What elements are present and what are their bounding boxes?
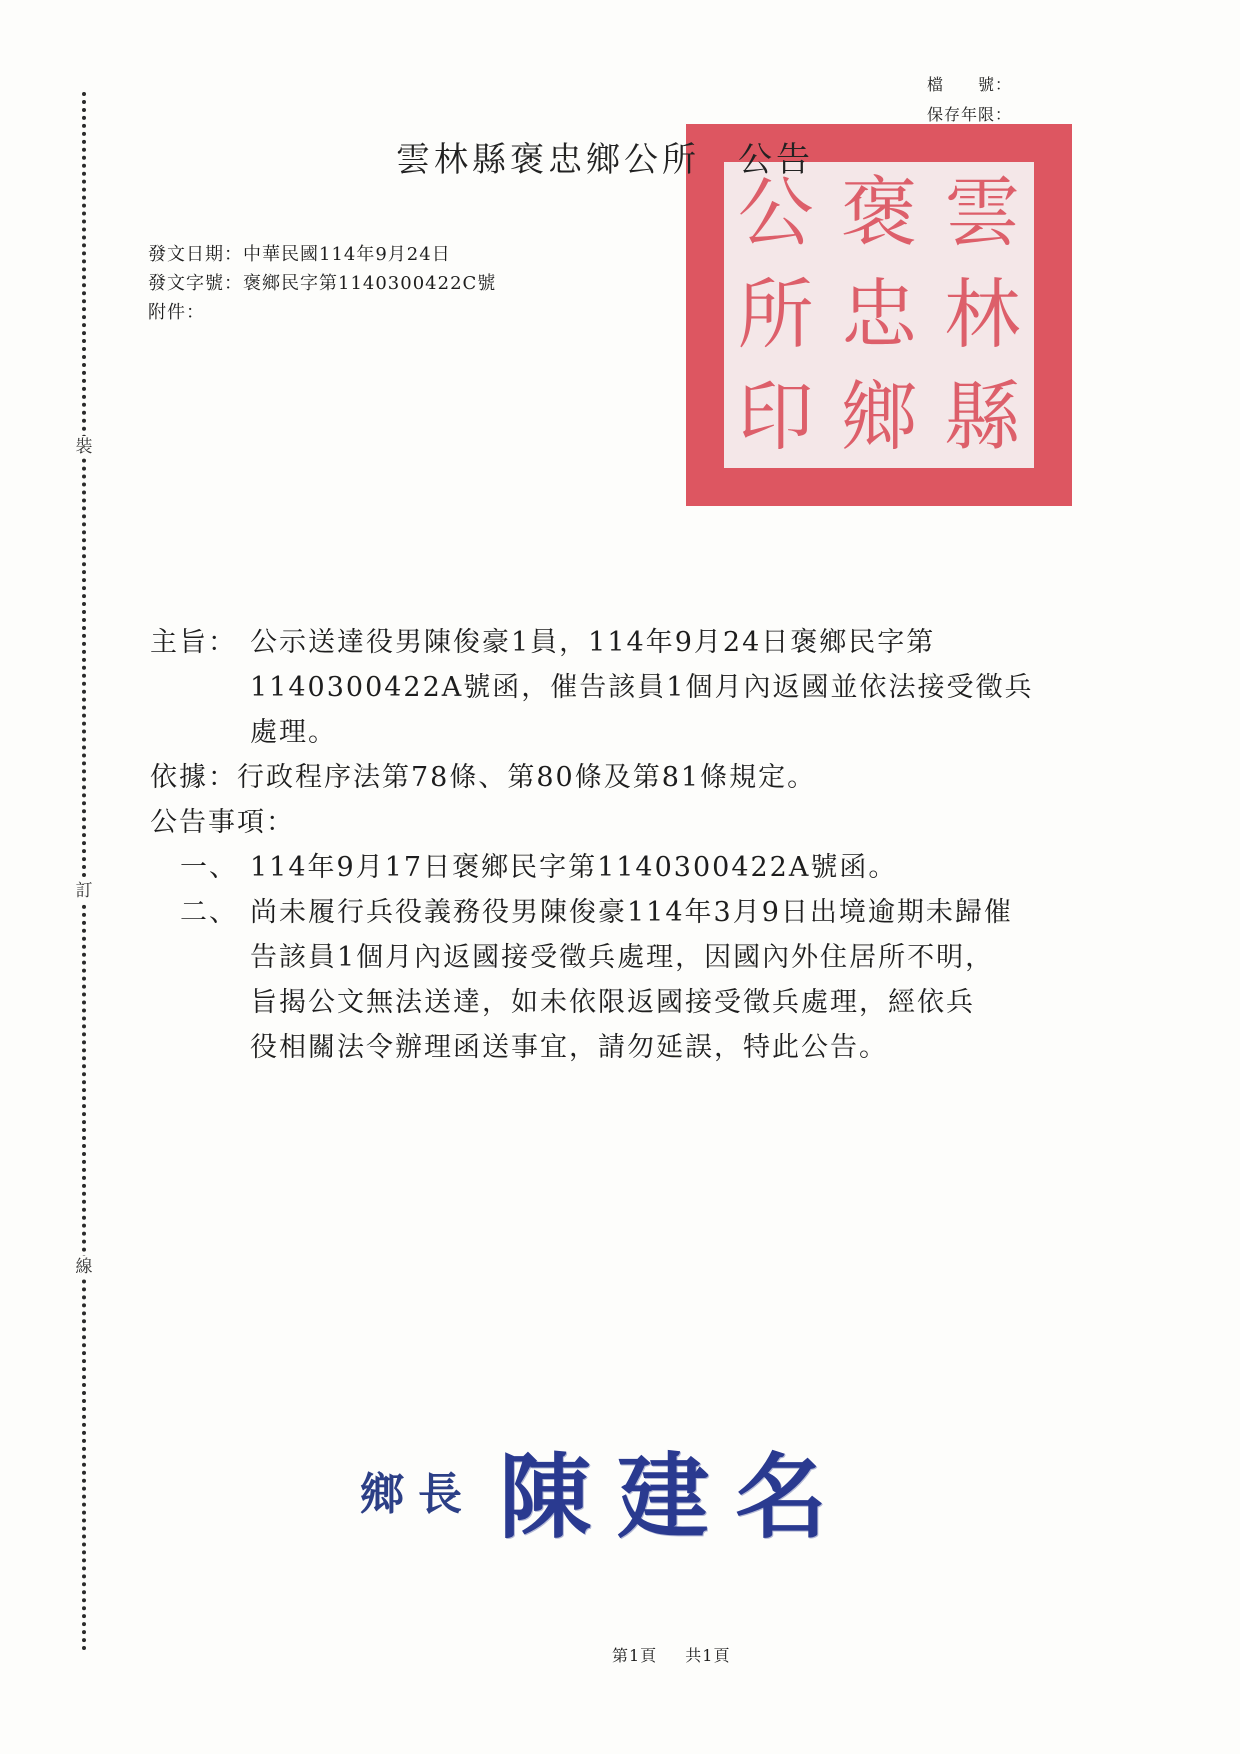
item-line: 旨揭公文無法送達，如未依限返國接受徵兵處理，經依兵 bbox=[250, 987, 975, 1018]
document-title: 雲林縣褒忠鄉公所 公告 bbox=[396, 140, 814, 180]
retention-period-label: 保存年限： bbox=[926, 105, 1012, 124]
page-current: 第1頁 bbox=[612, 1646, 658, 1665]
announcement-items-section bbox=[150, 800, 1100, 1070]
item-line: 告該員1個月內返國接受徵兵處理，因國內外住居所不明， bbox=[250, 942, 995, 973]
seal-char: 所 bbox=[737, 270, 814, 359]
signature-title: 鄉長 bbox=[360, 1469, 476, 1520]
basis-text: 依據：行政程序法第78條、第80條及第81條規定。 bbox=[150, 762, 817, 793]
attachment-label: 附件： bbox=[148, 302, 205, 323]
seal-char: 褒 bbox=[841, 168, 918, 257]
document-body bbox=[150, 620, 1100, 1070]
subject-section bbox=[150, 620, 1100, 755]
seal-char: 鄉 bbox=[841, 372, 918, 461]
items-label: 公告事項： bbox=[150, 807, 295, 838]
seal-char: 縣 bbox=[944, 372, 1021, 461]
file-number-label: 檔 號： bbox=[926, 75, 1012, 94]
item-number: 一、 bbox=[180, 852, 238, 883]
binding-char-xian: 線 bbox=[70, 1256, 98, 1278]
seal-char: 忠 bbox=[841, 270, 918, 359]
announcement-item bbox=[150, 890, 1100, 1070]
binding-char-zhuang: 裝 bbox=[70, 436, 98, 458]
subject-line: 處理。 bbox=[250, 717, 337, 748]
subject-label: 主旨： bbox=[150, 627, 237, 658]
seal-char: 雲 bbox=[944, 168, 1021, 257]
page-number bbox=[612, 1643, 730, 1666]
archive-info bbox=[927, 70, 1012, 130]
issue-date: 發文日期：中華民國114年9月24日 bbox=[148, 244, 451, 265]
official-seal bbox=[686, 124, 1072, 506]
document-meta bbox=[148, 240, 496, 327]
binding-char-ding: 訂 bbox=[70, 880, 98, 902]
signature-name: 陳建名 bbox=[499, 1443, 854, 1551]
item-line: 尚未履行兵役義務役男陳俊豪114年3月9日出境逾期未歸催 bbox=[250, 897, 1013, 928]
seal-char: 印 bbox=[737, 372, 814, 461]
item-number: 二、 bbox=[180, 897, 238, 928]
item-line: 114年9月17日褒鄉民字第1140300422A號函。 bbox=[250, 852, 898, 883]
basis-section bbox=[150, 755, 1100, 800]
page-total: 共1頁 bbox=[685, 1646, 731, 1665]
seal-char: 公 bbox=[737, 168, 814, 257]
binding-line bbox=[82, 92, 86, 1652]
announcement-item bbox=[150, 845, 1100, 890]
seal-char: 林 bbox=[944, 270, 1021, 359]
subject-line: 公示送達役男陳俊豪1員，114年9月24日褒鄉民字第 bbox=[250, 627, 936, 658]
seal-characters bbox=[724, 162, 1034, 468]
subject-line: 1140300422A號函，催告該員1個月內返國並依法接受徵兵 bbox=[250, 672, 1034, 703]
document-number: 發文字號：褒鄉民字第1140300422C號 bbox=[148, 273, 497, 294]
signature-stamp bbox=[360, 1424, 853, 1556]
item-line: 役相關法令辦理函送事宜，請勿延誤，特此公告。 bbox=[250, 1032, 888, 1063]
